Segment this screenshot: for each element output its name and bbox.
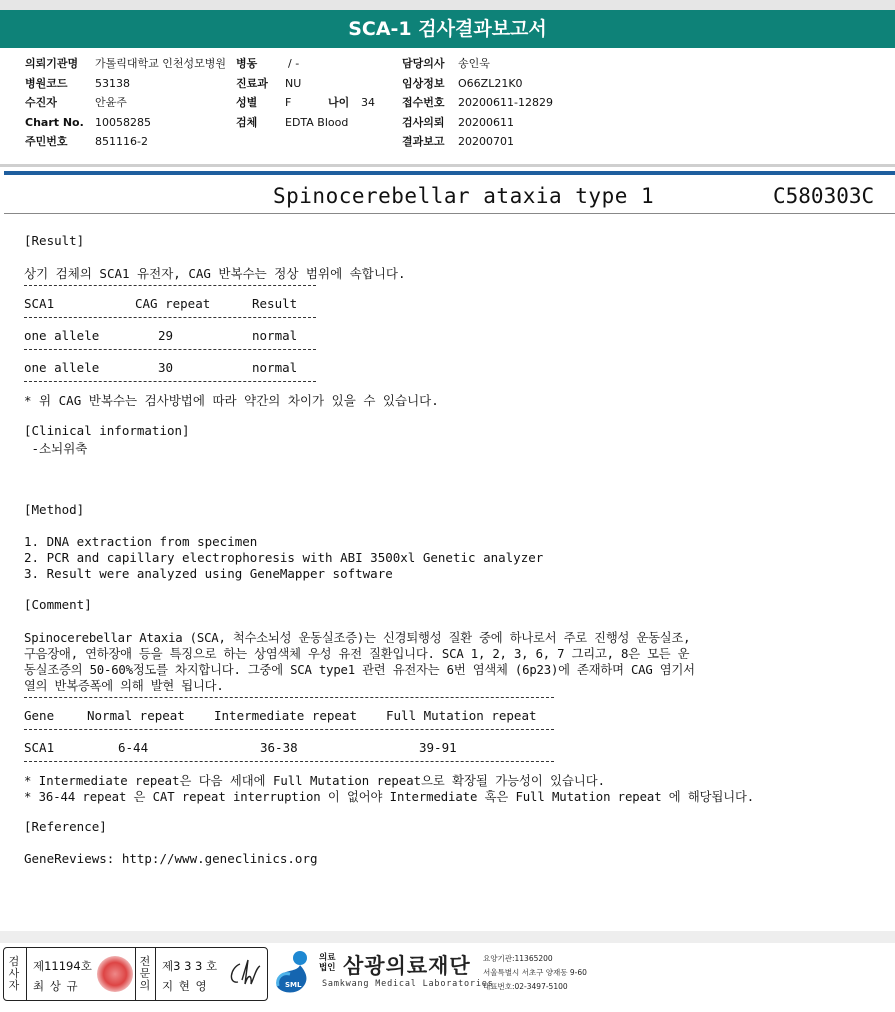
comment-note-2: * 36-44 repeat 은 CAT repeat interruption 이 없어야 Intermediate 혹은 Full Mutation repeat 에 해당됩니다.: [24, 790, 755, 804]
role-specialist: 전 문 의: [139, 955, 151, 992]
comment-line-2: 구음장애, 연하장애 등을 특징으로 하는 상염색체 우성 유전 질환입니다. SCA 1, 2, 3, 6, 7 그리고, 8은 모든 운: [24, 647, 690, 661]
examiner-name: 최 상 규: [33, 979, 79, 993]
repeat-col-intermediate: Intermediate repeat: [214, 708, 357, 723]
method-heading: [Method]: [24, 502, 85, 517]
report-title: SCA-1 검사결과보고서: [0, 10, 895, 48]
comment-line-4: 열의 반복증폭에 의해 발현 됩니다.: [24, 679, 224, 693]
result-heading: [Result]: [24, 233, 85, 248]
result-col-gene: SCA1: [24, 296, 55, 311]
result-row1-allele: one allele: [24, 328, 100, 343]
divider-thin: [4, 213, 895, 214]
specialist-license: 제3 3 3 호: [162, 959, 218, 973]
role-examiner: 검 사 자: [8, 955, 20, 992]
result-summary: 상기 검체의 SCA1 유전자, CAG 반복수는 정상 범위에 속합니다.: [24, 266, 406, 281]
dashed-rule: [24, 285, 316, 286]
value-doctor: 송인욱: [458, 57, 490, 70]
dashed-rule: [24, 381, 316, 382]
dashed-rule: [24, 729, 554, 730]
result-row2-result: normal: [252, 360, 298, 375]
label-department: 진료과: [236, 76, 268, 90]
value-sex: F: [285, 96, 292, 109]
org-address: 서울특별시 서초구 양재동 9-60: [483, 968, 587, 977]
signature-box: [3, 947, 268, 1001]
result-row2-allele: one allele: [24, 360, 100, 375]
value-hospital-code: 53138: [95, 76, 130, 90]
org-type: 의료 법인: [319, 953, 336, 973]
repeat-row-gene: SCA1: [24, 740, 55, 755]
specialist-name: 지 현 영: [162, 979, 208, 993]
test-name: Spinocerebellar ataxia type 1: [273, 184, 655, 208]
comment-line-3: 동실조증의 50-60%정도를 차지합니다. 그중에 SCA type1 관련 유전자는 6번 염색체 (6p23)에 존재하며 CAG 염기서: [24, 663, 695, 677]
value-chart-no: 10058285: [95, 115, 151, 129]
value-report-date: 20200701: [458, 135, 514, 148]
value-patient: 안윤주: [95, 96, 127, 109]
comment-heading: [Comment]: [24, 597, 92, 612]
label-specimen: 검체: [236, 115, 258, 129]
footer-strip: [0, 931, 895, 943]
patient-info-right: [402, 54, 602, 152]
test-code: C580303C: [773, 184, 875, 208]
value-resident-no: 851116-2: [95, 135, 148, 148]
divider: [0, 164, 895, 167]
label-doctor: 담당의사: [402, 57, 445, 70]
value-institution: 가톨릭대학교 인천성모병원: [95, 57, 227, 70]
label-clinical-info: 임상정보: [402, 76, 445, 90]
method-step-2: 2. PCR and capillary electrophoresis with ABI 3500xl Genetic analyzer: [24, 550, 544, 565]
label-accession-no: 접수번호: [402, 96, 445, 109]
label-sex: 성별: [236, 96, 258, 109]
value-specimen: EDTA Blood: [285, 115, 349, 129]
reference-text: GeneReviews: http://www.geneclinics.org: [24, 851, 318, 866]
value-age: 34: [361, 96, 375, 109]
org-phone: 대표번호:02-3497-5100: [483, 982, 568, 991]
label-patient: 수진자: [25, 96, 57, 109]
repeat-col-gene: Gene: [24, 708, 55, 723]
repeat-row-full: 39-91: [419, 740, 457, 755]
label-report-date: 결과보고: [402, 135, 445, 148]
divider-blue: [4, 171, 895, 175]
label-institution: 의뢰기관명: [25, 57, 79, 70]
result-note: * 위 CAG 반복수는 검사방법에 따라 약간의 차이가 있을 수 있습니다.: [24, 393, 439, 408]
reference-heading: [Reference]: [24, 819, 107, 834]
comment-line-1: Spinocerebellar Ataxia (SCA, 척수소뇌성 운동실조증)는 신경퇴행성 질환 중에 하나로서 주로 진행성 운동실조,: [24, 631, 691, 645]
value-accession-no: 20200611-12829: [458, 96, 553, 109]
org-name: 삼광의료재단: [343, 954, 471, 978]
label-age: 나이: [328, 96, 350, 109]
seal-stamp: [97, 956, 133, 992]
value-request-date: 20200611: [458, 115, 514, 129]
result-row1-result: normal: [252, 328, 298, 343]
result-row2-repeat: 30: [158, 360, 174, 375]
sml-logo-icon: [272, 948, 318, 998]
top-strip: [0, 0, 895, 10]
method-step-3: 3. Result were analyzed using GeneMapper software: [24, 566, 393, 581]
value-ward: / -: [288, 57, 300, 70]
comment-note-1: * Intermediate repeat은 다음 세대에 Full Mutation repeat으로 확장될 가능성이 있습니다.: [24, 774, 606, 788]
label-request-date: 검사의뢰: [402, 115, 445, 129]
label-resident-no: 주민번호: [25, 135, 68, 148]
examiner-license: 제11194호: [33, 959, 92, 973]
clinical-text: -소뇌위축: [24, 441, 88, 456]
result-col-cag: CAG repeat: [135, 296, 211, 311]
svg-text:SML: SML: [285, 981, 302, 989]
value-department: NU: [285, 76, 302, 90]
repeat-row-normal: 6-44: [118, 740, 149, 755]
dashed-rule: [24, 761, 554, 762]
dashed-rule: [24, 317, 316, 318]
method-step-1: 1. DNA extraction from specimen: [24, 534, 258, 549]
label-chart-no: Chart No.: [25, 115, 84, 129]
repeat-col-normal: Normal repeat: [87, 708, 185, 723]
org-english-name: Samkwang Medical Laboratories: [322, 979, 494, 989]
dashed-rule: [24, 697, 554, 698]
repeat-col-full: Full Mutation repeat: [386, 708, 537, 723]
result-row1-repeat: 29: [158, 328, 174, 343]
clinical-heading: [Clinical information]: [24, 423, 190, 438]
repeat-row-intermediate: 36-38: [260, 740, 298, 755]
label-ward: 병동: [236, 57, 258, 70]
dashed-rule: [24, 349, 316, 350]
value-clinical-info: O66ZL21K0: [458, 76, 523, 90]
org-code: 요양기관:11365200: [483, 954, 553, 963]
result-col-result: Result: [252, 296, 298, 311]
label-hospital-code: 병원코드: [25, 76, 68, 90]
patient-info-mid: [236, 54, 396, 132]
handwritten-signature: [226, 954, 266, 994]
